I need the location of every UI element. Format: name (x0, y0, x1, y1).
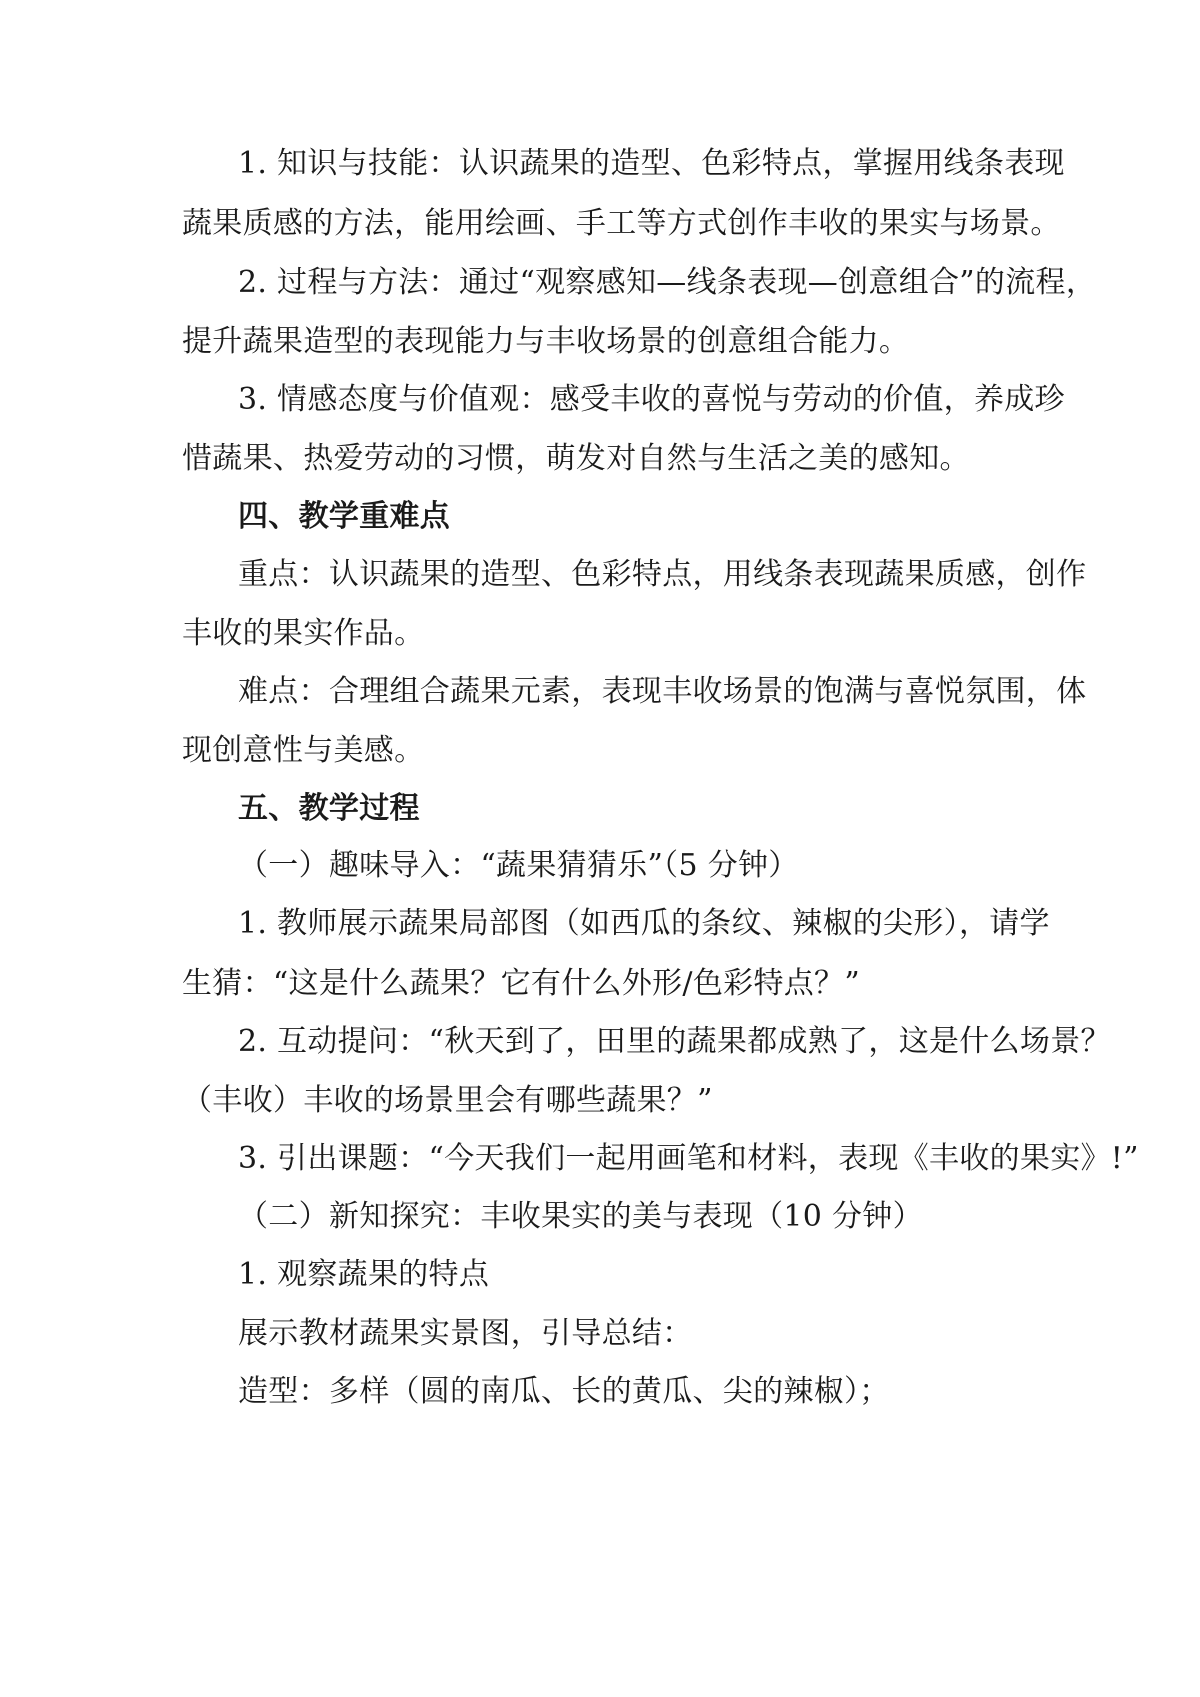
part-1-step-2-line-1: 2. 互动提问：“秋天到了，田里的蔬果都成熟了，这是什么场景？ (238, 1024, 1111, 1059)
part-1-step-2-line-2: （丰收）丰收的场景里会有哪些蔬果？” (182, 1083, 713, 1118)
objective-3-line-2: 惜蔬果、热爱劳动的习惯，萌发对自然与生活之美的感知。 (182, 441, 970, 476)
part-1-step-1-line-2: 生猜：“这是什么蔬果？它有什么外形/色彩特点？” (182, 966, 860, 1001)
part-2-subheading-1: 1. 观察蔬果的特点 (238, 1257, 490, 1292)
difficulty-line-1: 难点：合理组合蔬果元素，表现丰收场景的饱满与喜悦氛围，体 (238, 674, 1087, 709)
difficulty-line-2: 现创意性与美感。 (182, 733, 425, 768)
part-1-step-1-line-1: 1. 教师展示蔬果局部图（如西瓜的条纹、辣椒的尖形），请学 (238, 906, 1050, 941)
part-2-title: （二）新知探究：丰收果实的美与表现（10 分钟） (238, 1199, 923, 1234)
key-point-line-1: 重点：认识蔬果的造型、色彩特点，用线条表现蔬果质感，创作 (238, 557, 1087, 592)
part-1-title: （一）趣味导入：“蔬果猜猜乐”（5 分钟） (238, 848, 799, 883)
part-1-step-3: 3. 引出课题：“今天我们一起用画笔和材料，表现《丰收的果实》!” (238, 1141, 1139, 1176)
section-heading-teaching-process: 五、教学过程 (238, 791, 420, 826)
objective-2-line-2: 提升蔬果造型的表现能力与丰收场景的创意组合能力。 (182, 324, 910, 359)
part-2-shape-text: 造型：多样（圆的南瓜、长的黄瓜、尖的辣椒）； (238, 1374, 890, 1409)
objective-2-line-1: 2. 过程与方法：通过“观察感知—线条表现—创意组合”的流程， (238, 265, 1097, 300)
objective-1-line-2: 蔬果质感的方法，能用绘画、手工等方式创作丰收的果实与场景。 (182, 206, 1061, 241)
key-point-line-2: 丰收的果实作品。 (182, 616, 425, 651)
section-heading-key-points: 四、教学重难点 (238, 499, 451, 534)
objective-1-line-1: 1. 知识与技能：认识蔬果的造型、色彩特点，掌握用线条表现 (238, 146, 1065, 181)
objective-3-line-1: 3. 情感态度与价值观：感受丰收的喜悦与劳动的价值，养成珍 (238, 382, 1065, 417)
part-2-guide-text: 展示教材蔬果实景图，引导总结： (238, 1316, 693, 1351)
